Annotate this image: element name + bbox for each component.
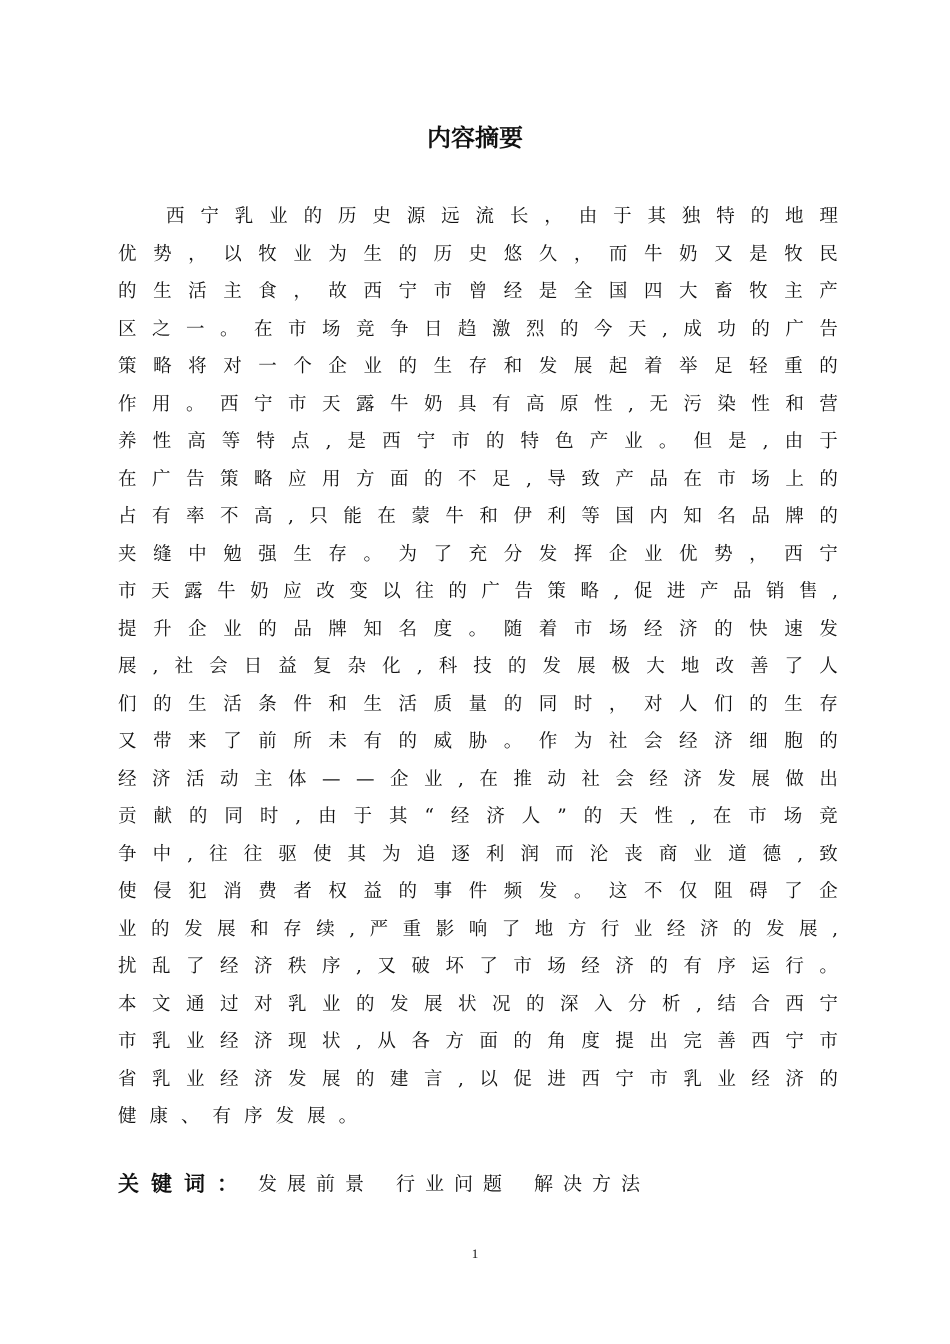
abstract-line: 养 性 高 等 特 点 , 是 西 宁 市 的 特 色 产 业 。 但 是 , 由 于 bbox=[118, 431, 838, 452]
abstract-line: 们 的 生 活 条 件 和 生 活 质 量 的 同 时 ， 对 人 们 的 生 存 bbox=[118, 693, 838, 715]
abstract-line: 优 势 ， 以 牧 业 为 生 的 历 史 悠 久 ， 而 牛 奶 又 是 牧 民 bbox=[118, 243, 838, 265]
abstract-line: 省 乳 业 经 济 发 展 的 建 言 , 以 促 进 西 宁 市 乳 业 经 济 的 bbox=[118, 1068, 838, 1090]
abstract-line: 贡 献 的 同 时 , 由 于 其 “ 经 济 人 ” 的 天 性 , 在 市 场 竞 bbox=[118, 806, 838, 827]
keyword-item: 行业问题 bbox=[396, 1173, 513, 1195]
abstract-line: 占 有 率 不 高 , 只 能 在 蒙 牛 和 伊 利 等 国 内 知 名 品 牌 的 bbox=[118, 506, 838, 527]
keyword-item: 解决方法 bbox=[534, 1173, 651, 1195]
abstract-line: 策 略 将 对 一 个 企 业 的 生 存 和 发 展 起 着 举 足 轻 重 的 bbox=[118, 356, 838, 377]
abstract-line: 提 升 企 业 的 品 牌 知 名 度 。 随 着 市 场 经 济 的 快 速 发 bbox=[118, 618, 838, 640]
abstract-line: 展 , 社 会 日 益 复 杂 化 , 科 技 的 发 展 极 大 地 改 善 了 人 bbox=[118, 656, 838, 677]
abstract-line: 又 带 来 了 前 所 未 有 的 威 胁 。 作 为 社 会 经 济 细 胞 的 bbox=[118, 731, 838, 752]
abstract-line: 西 宁 乳 业 的 历 史 源 远 流 长 ， 由 于 其 独 特 的 地 理 bbox=[166, 206, 838, 227]
abstract-line: 本 文 通 过 对 乳 业 的 发 展 状 况 的 深 入 分 析 , 结 合 西 宁 bbox=[118, 993, 838, 1015]
abstract-line: 的 生 活 主 食 ， 故 西 宁 市 曾 经 是 全 国 四 大 畜 牧 主 产 bbox=[118, 281, 838, 302]
abstract-line: 业 的 发 展 和 存 续 , 严 重 影 响 了 地 方 行 业 经 济 的 发 展 , bbox=[118, 918, 838, 940]
abstract-line: 使 侵 犯 消 费 者 权 益 的 事 件 频 发 。 这 不 仅 阻 碍 了 企 bbox=[118, 881, 838, 902]
keyword-item: 发展前景 bbox=[258, 1173, 375, 1195]
abstract-line: 夹 缝 中 勉 强 生 存 。 为 了 充 分 发 挥 企 业 优 势 ， 西 宁 bbox=[118, 543, 838, 565]
page-title: 内容摘要 bbox=[427, 124, 523, 152]
abstract-line: 市 乳 业 经 济 现 状 , 从 各 方 面 的 角 度 提 出 完 善 西 宁 市 bbox=[118, 1031, 838, 1052]
abstract-line: 区 之 一 。 在 市 场 竞 争 日 趋 激 烈 的 今 天 , 成 功 的 广 告 bbox=[118, 318, 838, 340]
keywords-row bbox=[118, 1164, 672, 1204]
abstract-line: 扰 乱 了 经 济 秩 序 , 又 破 坏 了 市 场 经 济 的 有 序 运 行 。 bbox=[118, 956, 838, 977]
abstract-line: 作 用 。 西 宁 市 天 露 牛 奶 具 有 高 原 性 , 无 污 染 性 和 营 bbox=[118, 393, 838, 415]
abstract-line: 争 中 , 往 往 驱 使 其 为 追 逐 利 润 而 沦 丧 商 业 道 德 , 致 bbox=[118, 843, 838, 865]
abstract-line: 市 天 露 牛 奶 应 改 变 以 往 的 广 告 策 略 , 促 进 产 品 销 售 , bbox=[118, 581, 838, 602]
abstract-line: 在 广 告 策 略 应 用 方 面 的 不 足 , 导 致 产 品 在 市 场 上 的 bbox=[118, 468, 838, 490]
keywords-label: 关键词： bbox=[118, 1172, 250, 1196]
page-number: 1 bbox=[471, 1246, 479, 1261]
abstract-line: 健 康 、 有 序 发 展 。 bbox=[118, 1106, 358, 1127]
abstract-line: 经 济 活 动 主 体 — — 企 业 , 在 推 动 社 会 经 济 发 展 做 出 bbox=[118, 768, 838, 790]
abstract-body bbox=[118, 198, 838, 1136]
